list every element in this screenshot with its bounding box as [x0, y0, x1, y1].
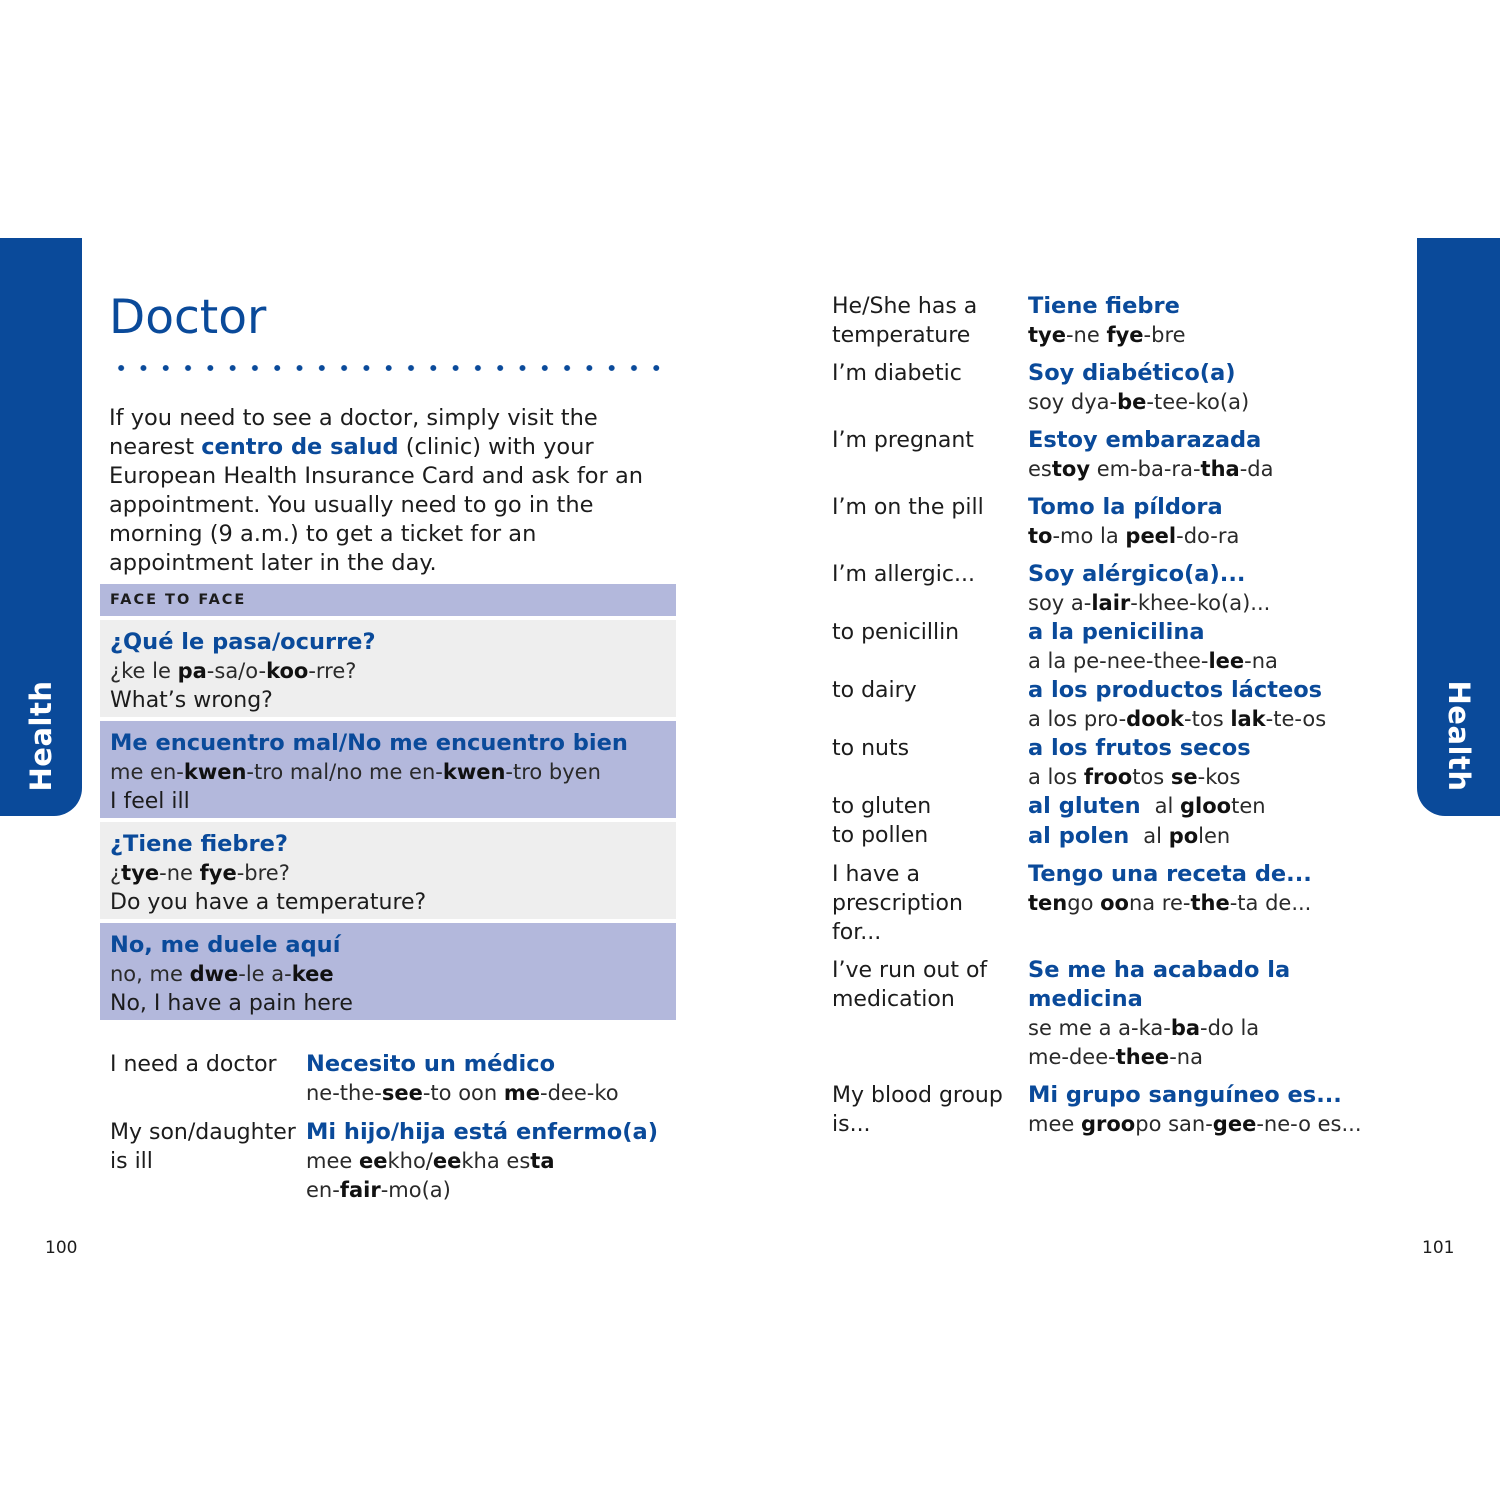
spanish-phrase: Soy diabético(a)	[1028, 360, 1236, 386]
stressed-syllable: gee	[1212, 1112, 1257, 1136]
english-line: My son/daughter	[110, 1120, 296, 1145]
pronunciation: ne-the-see-to oon me-dee-ko	[306, 1081, 619, 1105]
spanish-phrase: a los frutos secos	[1028, 735, 1251, 761]
pronunciation: a los pro-dook-tos lak-te-os	[1028, 707, 1327, 731]
stressed-syllable: peel	[1125, 524, 1177, 548]
stressed-syllable: froo	[1083, 765, 1133, 789]
english-translation: What’s wrong?	[110, 688, 273, 713]
intro-paragraph	[109, 404, 681, 578]
stressed-syllable: ten	[1028, 891, 1068, 915]
spanish-column	[1028, 792, 1266, 852]
english-phrase	[832, 560, 975, 589]
english-line: I have a	[832, 862, 920, 887]
spanish-column	[1028, 734, 1251, 792]
pronunciation: a la pe-nee-thee-lee-na	[1028, 649, 1278, 673]
spanish-phrase: Necesito un médico	[306, 1051, 556, 1077]
english-phrase	[832, 956, 987, 1014]
spanish-column	[1028, 956, 1290, 1072]
pronunciation: mee groopo san-gee-ne-o es...	[1028, 1112, 1362, 1136]
stressed-syllable: kwen	[442, 760, 506, 784]
stressed-syllable: ta	[530, 1149, 555, 1173]
pronunciation: ¿tye-ne fye-bre?	[110, 861, 290, 885]
stressed-syllable: kee	[291, 962, 334, 986]
spanish-phrase: Soy alérgico(a)...	[1028, 561, 1246, 587]
stressed-syllable: lak	[1230, 707, 1266, 731]
stressed-syllable: dwe	[189, 962, 239, 986]
spanish-column	[1028, 676, 1326, 734]
spanish-phrase: a la penicilina	[1028, 619, 1205, 645]
stressed-syllable: be	[1117, 390, 1147, 414]
english-phrase	[832, 359, 962, 388]
spanish-phrase: Tengo una receta de...	[1028, 861, 1312, 887]
spanish-column	[1028, 359, 1249, 417]
side-tab-right	[1417, 238, 1500, 816]
spanish-phrase: Me encuentro mal/No me encuentro bien	[110, 730, 628, 756]
inline-phrase	[1028, 822, 1266, 852]
english-phrase	[832, 618, 959, 647]
pronunciation: soy a-lair-khee-ko(a)...	[1028, 591, 1271, 615]
english-line: to gluten	[832, 794, 932, 819]
page-number-left: 100	[45, 1238, 78, 1258]
english-phrase	[110, 1118, 296, 1176]
spanish-phrase: Se me ha acabado la	[1028, 957, 1291, 983]
english-translation: I feel ill	[110, 789, 190, 814]
spanish-column	[1028, 860, 1312, 918]
spanish-column	[1028, 1081, 1362, 1139]
pronunciation: me en-kwen-tro mal/no me en-kwen-tro byen	[110, 760, 601, 784]
english-line: for...	[832, 920, 882, 945]
stressed-syllable: toy	[1051, 457, 1091, 481]
pronunciation: estoy em-ba-ra-tha-da	[1028, 457, 1274, 481]
dotted-divider	[110, 364, 670, 372]
stressed-syllable: lee	[1208, 649, 1245, 673]
stressed-syllable: thee	[1115, 1045, 1170, 1069]
pronunciation: al glooten	[1154, 794, 1266, 818]
english-line: I’m diabetic	[832, 361, 962, 386]
english-line: I’m on the pill	[832, 495, 984, 520]
spanish-column	[1028, 560, 1270, 618]
english-phrase	[832, 734, 909, 763]
intro-highlight: centro de salud	[201, 434, 399, 460]
stressed-syllable: tha	[1200, 457, 1240, 481]
pronunciation: mee eekho/eekha esta	[306, 1149, 555, 1173]
stressed-syllable: ba	[1170, 1016, 1201, 1040]
page-number-right: 101	[1422, 1238, 1455, 1258]
side-tab-label: Health	[24, 680, 58, 792]
english-line: to penicillin	[832, 620, 960, 645]
stressed-syllable: koo	[266, 659, 309, 683]
spanish-phrase: a los productos lácteos	[1028, 677, 1323, 703]
spanish-phrase: ¿Qué le pasa/ocurre?	[110, 629, 376, 655]
english-translation: Do you have a temperature?	[110, 890, 427, 915]
english-phrase	[832, 292, 977, 350]
stressed-syllable: fair	[339, 1178, 381, 1202]
spanish-phrase: Mi grupo sanguíneo es...	[1028, 1082, 1342, 1108]
spanish-phrase: medicina	[1028, 986, 1143, 1012]
stressed-syllable: me	[503, 1081, 541, 1105]
english-line: to dairy	[832, 678, 917, 703]
pronunciation: no, me dwe-le a-kee	[110, 962, 334, 986]
stressed-syllable: kwen	[183, 760, 247, 784]
english-line: is ill	[110, 1149, 153, 1174]
face-to-face-box	[100, 584, 676, 1020]
spanish-phrase: Tiene fiebre	[1028, 293, 1180, 319]
stressed-syllable: see	[381, 1081, 423, 1105]
spanish-column	[306, 1050, 619, 1108]
pronunciation: soy dya-be-tee-ko(a)	[1028, 390, 1250, 414]
stressed-syllable: to	[1028, 524, 1053, 548]
english-line: He/She has a	[832, 294, 978, 319]
spanish-column	[1028, 426, 1273, 484]
english-phrase	[832, 860, 963, 947]
pronunciation: ¿ke le pa-sa/o-koo-rre?	[110, 659, 357, 683]
pronunciation: al polen	[1143, 824, 1231, 848]
pronunciation: a los frootos se-kos	[1028, 765, 1241, 789]
stressed-syllable: po	[1168, 824, 1199, 848]
english-line: I need a doctor	[110, 1052, 277, 1077]
pronunciation: tye-ne fye-bre	[1028, 323, 1186, 347]
stressed-syllable: tye	[121, 861, 160, 885]
english-line: I’ve run out of	[832, 958, 988, 983]
stressed-syllable: se	[1170, 765, 1198, 789]
stressed-syllable: groo	[1080, 1112, 1136, 1136]
intro-text: (clinic) with your European Health Insurance Card and ask for an appointment. You usually need to go in the morning (9 a.m.) to get a ticket for an appointment later in the day.	[109, 434, 644, 576]
english-line: My blood group	[832, 1083, 1003, 1108]
inline-phrase	[1028, 792, 1266, 822]
english-phrase	[832, 493, 984, 522]
pronunciation: tengo oona re-the-ta de...	[1028, 891, 1312, 915]
english-line: to pollen	[832, 823, 929, 848]
dialogue-block	[100, 620, 676, 717]
side-tab-label: Health	[1441, 680, 1476, 792]
stressed-syllable: tye	[1028, 323, 1066, 347]
stressed-syllable: ee	[432, 1149, 462, 1173]
spanish-phrase: Tomo la píldora	[1028, 494, 1223, 520]
stressed-syllable: fye	[1106, 323, 1144, 347]
dialogue-block	[100, 721, 676, 818]
spanish-phrase: ¿Tiene fiebre?	[110, 831, 288, 857]
page-title: Doctor	[109, 290, 267, 345]
spanish-column	[1028, 292, 1186, 350]
stressed-syllable: ee	[358, 1149, 388, 1173]
english-line: I’m pregnant	[832, 428, 974, 453]
english-phrase	[832, 792, 931, 850]
pronunciation: to-mo la peel-do-ra	[1028, 524, 1240, 548]
english-line: I’m allergic...	[832, 562, 975, 587]
spanish-column	[1028, 618, 1278, 676]
stressed-syllable: pa	[177, 659, 207, 683]
spanish-column	[306, 1118, 658, 1205]
spanish-phrase: Estoy embarazada	[1028, 427, 1262, 453]
stressed-syllable: lair	[1091, 591, 1131, 615]
pronunciation: se me a a-ka-ba-do la	[1028, 1016, 1260, 1040]
dialogue-block	[100, 822, 676, 919]
spanish-column	[1028, 493, 1239, 551]
spanish-phrase: al polen	[1028, 823, 1130, 849]
dialogue-block	[100, 923, 676, 1020]
english-phrase	[832, 676, 917, 705]
stressed-syllable: fye	[199, 861, 237, 885]
english-line: to nuts	[832, 736, 910, 761]
face-to-face-header: FACE TO FACE	[100, 584, 676, 616]
spanish-phrase: No, me duele aquí	[110, 932, 341, 958]
english-line: medication	[832, 987, 955, 1012]
stressed-syllable: gloo	[1180, 794, 1232, 818]
english-phrase	[832, 426, 974, 455]
pronunciation: en-fair-mo(a)	[306, 1178, 451, 1202]
english-phrase	[832, 1081, 1003, 1139]
english-line: prescription	[832, 891, 963, 916]
english-phrase	[110, 1050, 277, 1079]
spanish-phrase: Mi hijo/hija está enfermo(a)	[306, 1119, 659, 1145]
stressed-syllable: the	[1190, 891, 1230, 915]
stressed-syllable: dook	[1126, 707, 1185, 731]
intro-text: If you need to see a doctor, simply visit the nearest	[109, 405, 598, 460]
english-line: temperature	[832, 323, 971, 348]
stressed-syllable: oo	[1100, 891, 1129, 915]
spanish-phrase: al gluten	[1028, 793, 1141, 819]
pronunciation: me-dee-thee-na	[1028, 1045, 1203, 1069]
english-translation: No, I have a pain here	[110, 991, 353, 1016]
english-line: is...	[832, 1112, 871, 1137]
side-tab-left	[0, 238, 82, 816]
